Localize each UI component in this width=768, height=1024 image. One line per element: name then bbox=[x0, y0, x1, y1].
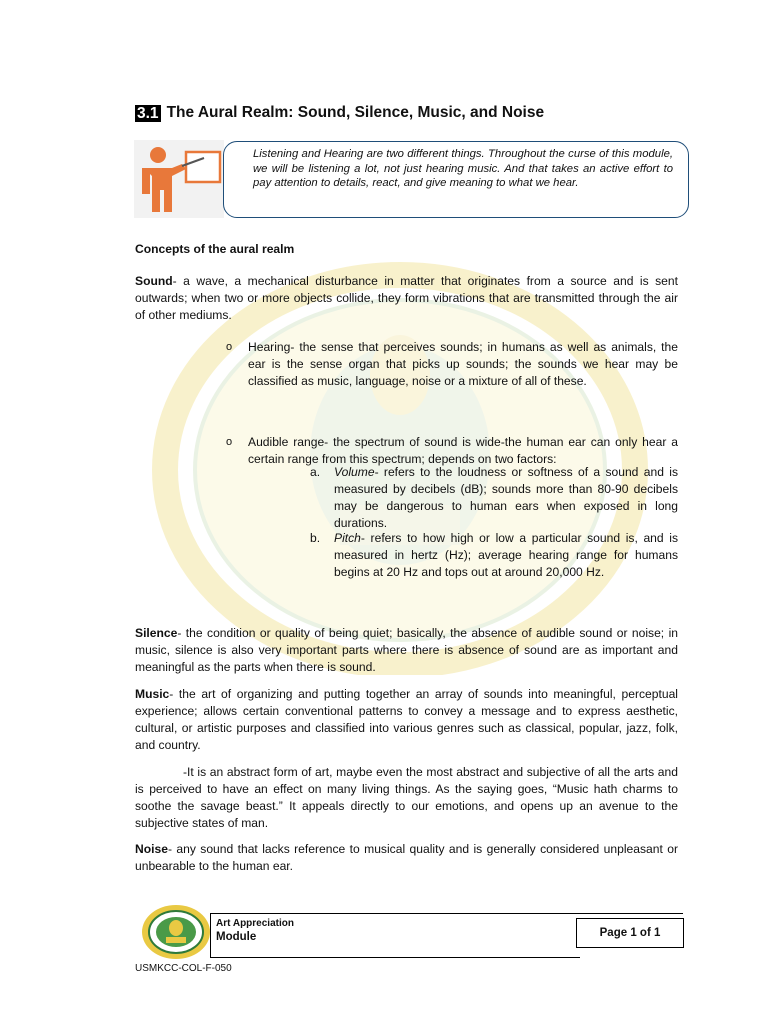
footer-divider bbox=[210, 913, 683, 914]
noise-definition bbox=[135, 841, 678, 875]
list-item bbox=[310, 530, 678, 581]
sound-definition bbox=[135, 273, 678, 324]
silence-definition bbox=[135, 625, 678, 676]
page-indicator: Page 1 of 1 bbox=[576, 918, 684, 948]
intro-callout bbox=[223, 141, 689, 218]
footer-course: Art Appreciation bbox=[216, 918, 294, 929]
pitch-text: - refers to how high or low a particular sound is, and is measured in hertz (Hz); average hearing range for humans begins at 20 Hz and tops out at around 20,000 Hz. bbox=[334, 531, 678, 579]
music-term: Music bbox=[135, 687, 170, 701]
concepts-subheading: Concepts of the aural realm bbox=[135, 242, 295, 256]
silence-text: - the condition or quality of being quiet; basically, the absence of audible sound or noise; in music, silence is also very important parts where there is absence of sound are as important and meaningful as the parts when there is sound. bbox=[135, 626, 678, 674]
sound-text: - a wave, a mechanical disturbance in matter that originates from a source and is sent outwards; when two or more objects collide, they form vibrations that are transmitted through the air of other mediums. bbox=[135, 274, 678, 322]
music-text: - the art of organizing and putting together an array of sounds into meaningful, perceptual experience; allows certain conventional patterns to convey a message and to express aesthetic, cultural, or artistic purposes and classified into various genres such as classical, popular, jazz, folk, and country. bbox=[135, 687, 678, 752]
footer-module: Module bbox=[216, 931, 257, 943]
document-code: USMKCC-COL-F-050 bbox=[135, 963, 232, 974]
noise-term: Noise bbox=[135, 842, 168, 856]
university-logo bbox=[140, 904, 212, 960]
pitch-term: Pitch bbox=[334, 531, 361, 545]
factor-marker: a. bbox=[310, 465, 321, 479]
hearing-text: Hearing- the sense that perceives sounds; in humans as well as animals, the ear is the sense organ that picks up sounds; the sounds we hear may be classified as music, language, noise or a mixture of all of these. bbox=[248, 340, 678, 388]
volume-text: - refers to the loudness or softness of a sound and is measured by decibels (dB); sounds more than 80-90 decibels may be dangerous to human ears when exposed in long durations. bbox=[334, 465, 678, 530]
music-extra-paragraph bbox=[135, 764, 678, 832]
footer-divider bbox=[210, 957, 580, 958]
volume-term: Volume bbox=[334, 465, 375, 479]
section-heading bbox=[135, 104, 544, 122]
audible-range-text: Audible range- the spectrum of sound is wide-the human ear can only hear a certain range from this spectrum; depends on two factors: bbox=[248, 435, 678, 466]
music-extra-text: -It is an abstract form of art, maybe even the most abstract and subjective of all the arts and is perceived to have an effect on many living things. As the saying goes, “Music hath charms to soothe the savage beast.” It appeals directly to our emotions, and opens up an avenue to the subjective states of man. bbox=[135, 765, 678, 830]
intro-text: Listening and Hearing are two different things. Throughout the curse of this module, we will be listening a lot, not just hearing music. And that takes an active effort to pay attention to details, react, and give meaning to what we hear. bbox=[253, 148, 673, 190]
footer-divider bbox=[210, 913, 211, 957]
list-item bbox=[226, 339, 678, 390]
silence-term: Silence bbox=[135, 626, 178, 640]
noise-text: - any sound that lacks reference to musical quality and is generally considered unpleasant or unbearable to the human ear. bbox=[135, 842, 678, 873]
section-title: The Aural Realm: Sound, Silence, Music, and Noise bbox=[166, 104, 545, 121]
bullet-marker: o bbox=[226, 436, 233, 448]
factor-marker: b. bbox=[310, 531, 321, 545]
list-item bbox=[310, 464, 678, 532]
teacher-presentation-icon bbox=[134, 140, 224, 218]
music-definition bbox=[135, 686, 678, 754]
list-item bbox=[226, 434, 678, 468]
section-number: 3.1 bbox=[137, 104, 159, 122]
bullet-marker: o bbox=[226, 341, 233, 353]
sound-term: Sound bbox=[135, 274, 173, 288]
